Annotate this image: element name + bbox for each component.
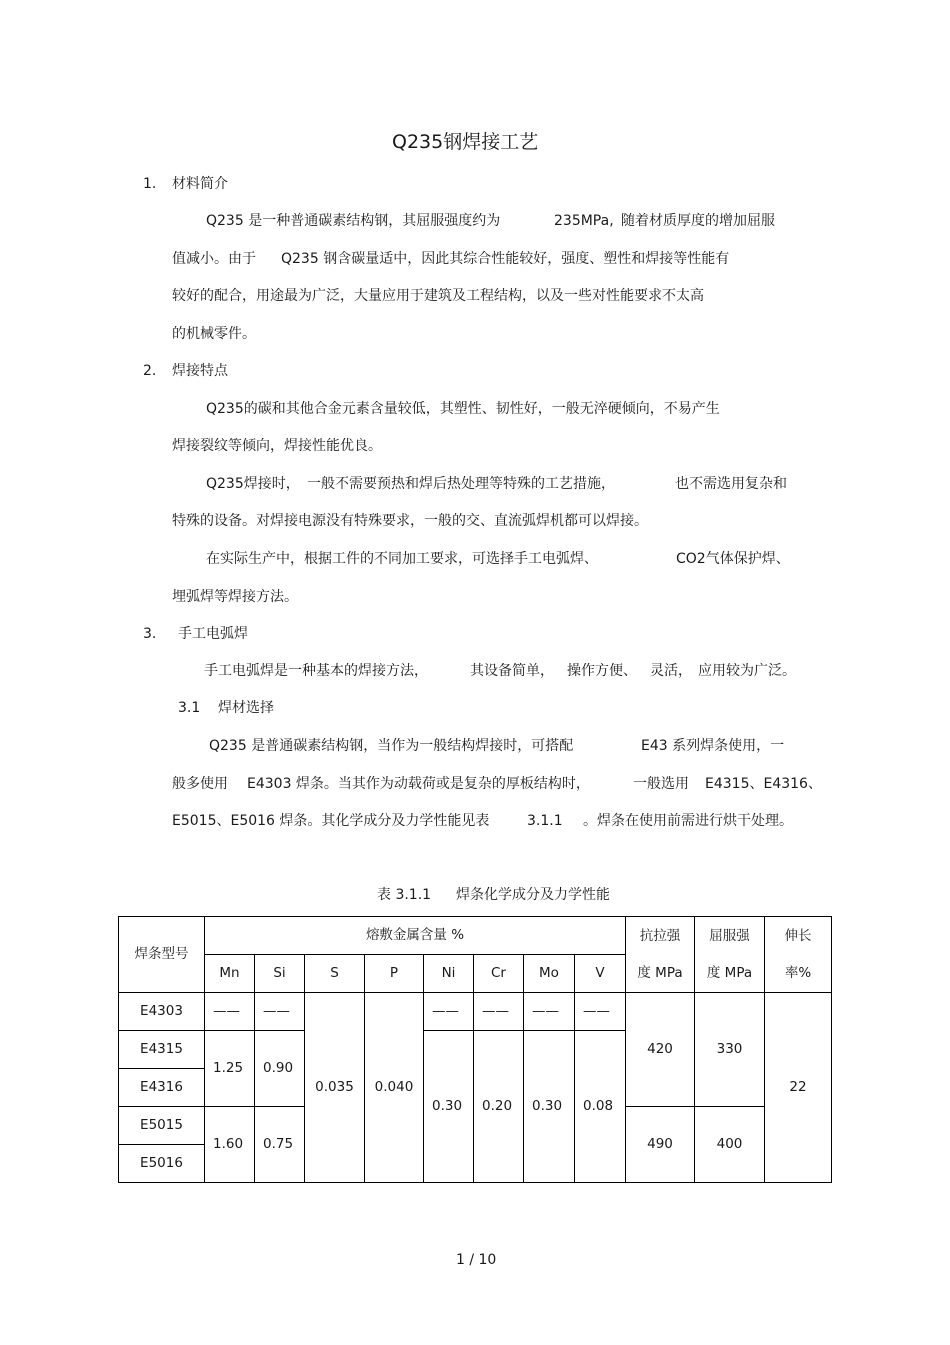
header-tensile (626, 917, 695, 993)
section-1-number: 1. (143, 176, 157, 192)
header-yield (695, 917, 765, 993)
yield-e50: 400 (695, 1107, 765, 1183)
s2-p3-line1-b: CO2气体保护焊、 (676, 551, 790, 567)
header-yield-l2: 度 MPa (706, 964, 753, 981)
s3-q3-b: 3.1.1 (527, 813, 563, 829)
s3-q2-c: 一般选用 (633, 776, 689, 792)
s-value: 0.035 (305, 993, 365, 1183)
s3-p1-d: 灵活， (650, 663, 692, 679)
header-mn: Mn (205, 955, 255, 993)
header-tensile-l1: 抗拉强 (639, 928, 681, 945)
s3-p1-a: 手工电弧焊是一种基本的焊接方法， (204, 663, 428, 679)
s1-line3: 较好的配合，用途最为广泛，大量应用于建筑及工程结构，以及一些对性能要求不太高 (172, 288, 704, 304)
s3-q3-c: 。焊条在使用前需进行烘干处理。 (583, 813, 793, 829)
e4303-mo: —— (524, 993, 575, 1031)
model-e4315: E4315 (119, 1031, 205, 1069)
section-1-heading: 材料简介 (172, 176, 228, 192)
header-si: Si (255, 955, 305, 993)
header-mo: Mo (524, 955, 575, 993)
header-ni: Ni (424, 955, 474, 993)
header-deposited-content: 熔敷金属含量 % (205, 917, 626, 955)
ni-value: 0.30 (424, 1031, 474, 1183)
welding-rod-table (118, 916, 832, 1183)
model-e4316: E4316 (119, 1069, 205, 1107)
header-elongation-l1: 伸长 (784, 928, 812, 945)
model-e5016: E5016 (119, 1145, 205, 1183)
mn-e43: 1.25 (205, 1031, 255, 1107)
tensile-e43: 420 (626, 993, 695, 1107)
s1-line1-b: 235MPa, (554, 213, 614, 229)
header-elongation-l2: 率% (784, 964, 812, 981)
header-elongation (765, 917, 832, 993)
section-3-heading: 手工电弧焊 (178, 626, 248, 642)
s2-p2-line1-c: 也不需选用复杂和 (675, 476, 787, 492)
table-caption-number: 表 3.1.1 (377, 887, 432, 903)
e4303-cr: —— (474, 993, 524, 1031)
s1-line1-a: Q235 是一种普通碳素结构钢，其屈服强度约为 (206, 213, 501, 229)
s3-p1-c: 操作方便、 (567, 663, 637, 679)
yield-e43: 330 (695, 993, 765, 1107)
section-3-number: 3. (143, 626, 157, 642)
s2-p1-line1: Q235的碳和其他合金元素含量较低，其塑性、韧性好，一般无淬硬倾向，不易产生 (206, 401, 720, 417)
page-number: 1 / 10 (456, 1252, 497, 1268)
s1-line2-a: 值减小。由于 (172, 251, 256, 267)
section-2-number: 2. (143, 363, 157, 379)
model-e5015: E5015 (119, 1107, 205, 1145)
header-cr: Cr (474, 955, 524, 993)
header-s: S (305, 955, 365, 993)
s3-q2-d: E4315、E4316、 (705, 776, 822, 792)
tensile-e50: 490 (626, 1107, 695, 1183)
header-p: P (365, 955, 424, 993)
table-caption-text: 焊条化学成分及力学性能 (456, 887, 610, 903)
s3-q1-a: Q235 是普通碳素结构钢，当作为一般结构焊接时，可搭配 (209, 738, 574, 754)
s1-line1-c: 随着材质厚度的增加屈服 (621, 213, 775, 229)
s3-p1-b: 其设备简单， (470, 663, 554, 679)
s2-p3-line1-a: 在实际生产中，根据工件的不同加工要求，可选择手工电弧焊、 (206, 551, 598, 567)
e4303-v: —— (575, 993, 626, 1031)
model-e4303: E4303 (119, 993, 205, 1031)
s3-q1-b: E43 系列焊条使用，一 (641, 738, 785, 754)
e4303-mn: —— (205, 993, 255, 1031)
si-e50: 0.75 (255, 1107, 305, 1183)
si-e43: 0.90 (255, 1031, 305, 1107)
s2-p2-line1-a: Q235焊接时， (206, 476, 300, 492)
header-model: 焊条型号 (119, 917, 205, 993)
s3-q2-b: E4303 焊条。当其作为动载荷或是复杂的厚板结构时， (247, 776, 590, 792)
cr-value: 0.20 (474, 1031, 524, 1183)
e4303-si: —— (255, 993, 305, 1031)
s1-line4: 的机械零件。 (172, 326, 256, 342)
s3-q3-a: E5015、E5016 焊条。其化学成分及力学性能见表 (172, 813, 490, 829)
p-value: 0.040 (365, 993, 424, 1183)
s1-line2-b: Q235 钢含碳量适中，因此其综合性能较好，强度、塑性和焊接等性能有 (281, 251, 730, 267)
s3-q2-a: 般多使用 (172, 776, 228, 792)
subsection-3-1-number: 3.1 (178, 700, 201, 716)
s2-p3-line2: 埋弧焊等焊接方法。 (172, 589, 298, 605)
s2-p1-line2: 焊接裂纹等倾向，焊接性能优良。 (172, 438, 382, 454)
mn-e50: 1.60 (205, 1107, 255, 1183)
mo-value: 0.30 (524, 1031, 575, 1183)
header-v: V (575, 955, 626, 993)
s3-p1-e: 应用较为广泛。 (698, 663, 796, 679)
subsection-3-1-heading: 焊材选择 (218, 700, 274, 716)
page-title: Q235钢焊接工艺 (392, 131, 539, 153)
e4303-ni: —— (424, 993, 474, 1031)
header-tensile-l2: 度 MPa (637, 964, 683, 981)
elongation-value: 22 (765, 993, 832, 1183)
s2-p2-line2: 特殊的设备。对焊接电源没有特殊要求，一般的交、直流弧焊机都可以焊接。 (172, 513, 648, 529)
header-yield-l1: 屈服强 (709, 928, 750, 945)
s2-p2-line1-b: 一般不需要预热和焊后热处理等特殊的工艺措施， (307, 476, 615, 492)
section-2-heading: 焊接特点 (172, 363, 228, 379)
v-value: 0.08 (575, 1031, 626, 1183)
